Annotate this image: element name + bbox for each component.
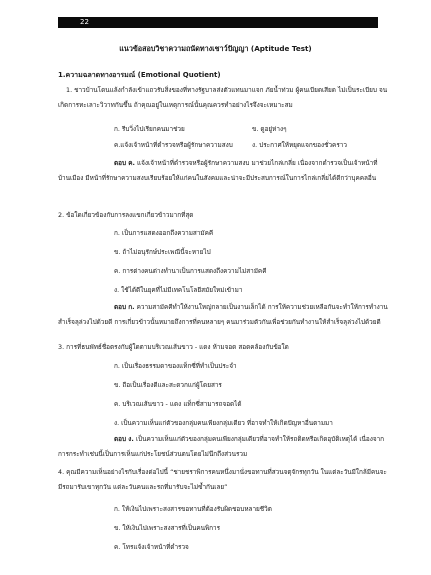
page-title: แนวข้อสอบวิชาความถนัดทางเชาว์ปัญญา (Aptitude Test): [119, 44, 312, 53]
q3-option-b: ข. ถือเป็นเรื่องดีและสะดวกแก่ผู้โดยสาร: [114, 381, 222, 389]
q3-option-d: ง. เป็นความเห็นแก่ตัวของกลุ่มคนเพียงกลุ่มเดียว ที่อาจทำให้เกิดปัญหาอื่นตามมา: [114, 419, 333, 427]
q2-option-b: ข. ถ้าไม่อนุรักษ์ประเพณีนี้จะหายไป: [114, 248, 211, 256]
q4-option-a: ก. ให้เงินไปเพราะสงสารขอทานที่ต้องรับผิดชอบหลายชีวิต: [114, 505, 272, 513]
q3-answer: [58, 432, 388, 462]
q1-answer-label: ตอบ ค.: [114, 159, 135, 167]
q1-option-d: ง. ประกาศให้หยุดแจกของชั่วคราว: [252, 141, 347, 149]
q3-option-c: ค. บริเวณเส้นขาว - แดง แท็กซี่สามารถจอดได้: [114, 400, 242, 408]
q1-answer-text: แจ้งเจ้าหน้าที่ตำรวจหรือผู้รักษาความสงบ มาช่วยไกล่เกลี่ย เนื่องจากตำรวจเป็นเจ้าหน้าที่บ้านเมือง มีหน้าที่รักษาความสงบเรียบร้อยให้แก่คนในสังคมและน่าจะมีประสบการณ์ในการไกล่เกลี่ยได้ดีกว่าบุคคลอื่น: [58, 159, 378, 182]
q2-answer-text: ความสามัคคีทำให้งานใหญ่กลายเป็นงานเล็กได้ การให้ความช่วยเหลือกันจะทำให้การทำงานสำเร็จลุล่วงไปด้วยดี การเกี่ยวข้าวนั้นหมายถึงการที่คนหลายๆ คนมาร่วมตัวกันเพื่อช่วยกันทำงานให้สำเร็จลุล่วงไปด้วยดี: [58, 303, 388, 326]
q4-option-c: ค. โทรแจ้งเจ้าหน้าที่ตำรวจ: [114, 543, 189, 551]
q1-option-a: ก. รีบวิ่งไปเรียกคนมาช่วย: [114, 125, 185, 133]
q3-option-a: ก. เป็นเรื่องธรรมดาของแท็กซี่ที่ทำเป็นประจำ: [114, 362, 237, 370]
q4-option-b: ข. ให้เงินไปเพราะสงสารที่เป็นคนพิการ: [114, 524, 221, 532]
q2-answer-label: ตอบ ก.: [114, 303, 135, 311]
q2-answer: [58, 300, 388, 330]
section-heading: 1.ความฉลาดทางอารมณ์ (Emotional Quotient): [58, 71, 221, 79]
question-2: 2. ข้อใดเกี่ยวข้องกับการลงแขกเกี่ยวข้าวมากที่สุด: [58, 211, 194, 219]
question-1: 1. ชาวบ้านโดนแล้งกำลังเข้าแถวรับสิ่งของที่ทางรัฐบาลส่งตัวแทนมาแจก ภัยน้ำท่วม ผู้คนเบียดเสียด ไม่เป็นระเบียบ จนเกิดการทะเลาะวิวาทกันขึ้น ถ้าคุณอยู่ในเหตุการณ์นั้นคุณควรทำอย่างไรจึงจะเหมาะสม: [58, 86, 388, 109]
q2-option-a: ก. เป็นการแสดงออกถึงความสามัคคี: [114, 229, 214, 237]
q3-answer-text: เป็นความเห็นแก่ตัวของกลุ่มคนเพียงกลุ่มเดียวที่อาจทำให้รถติดหรือเกิดอุบัติเหตุได้ เนื่องจากการกระทำเช่นนี้เป็นการเห็นแก่ประโยชน์ส่วนตนโดยไม่นึกถึงส่วนรวม: [58, 435, 385, 458]
q2-option-d: ง. ใช้ได้ดีในยุคที่ไม่มีเทคโนโลยีสมัยใหม่เข้ามา: [114, 286, 243, 294]
page-number-bar: [58, 17, 378, 28]
q1-answer: [58, 156, 388, 186]
question-3: 3. การที่ธนพัทธ์ชื่อตรงกับผู้ใดตามบริเวณเส้นขาว - แดง ห้ามจอด สอดคล้องกับข้อใด: [58, 343, 289, 351]
q3-answer-label: ตอบ ง.: [114, 435, 134, 443]
q1-option-c: ค.แจ้งเจ้าหน้าที่ตำรวจหรือผู้รักษาความสงบ: [114, 141, 233, 149]
q1-option-b: ข. ดูอยู่ห่างๆ: [252, 125, 287, 133]
page-number: 22: [80, 18, 89, 26]
q2-option-c: ค. การต่างคนต่างทำนาเป็นการแสดงถึงความไม่สามัคคี: [114, 267, 267, 275]
question-4: 4. คุณมีความเห็นอย่างไรกับเรื่องต่อไปนี้ “ชายชราพิการคนหนึ่งมานั่งขอทานที่สวนจตุจักรทุกวัน ในแต่ละวันมีใกล้มีคนจะมีรถมารับเขาทุกวัน แต่ละวันคนและรถที่มารับจะไม่ซ้ำกันเลย”: [58, 468, 387, 491]
